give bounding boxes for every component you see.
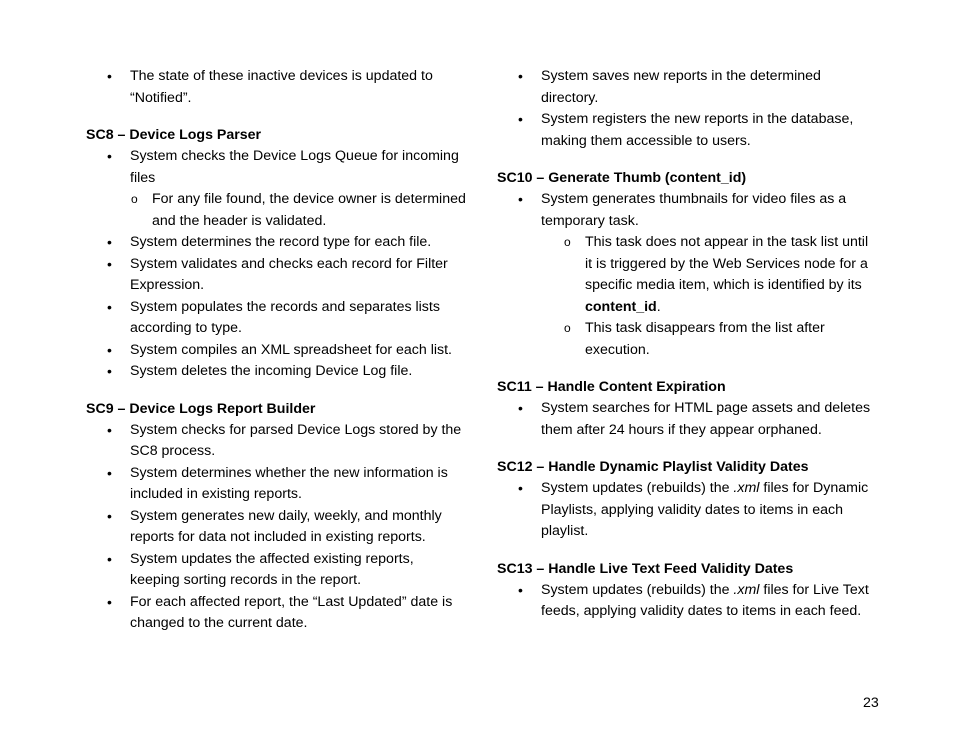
list-item-text: System updates (rebuilds) the [541, 581, 734, 598]
list-item [497, 189, 877, 361]
xml-term: .xml [733, 581, 760, 598]
sc8-sublist [130, 189, 466, 232]
section-title-sc12: SC12 – Handle Dynamic Playlist Validity Dates [497, 459, 809, 475]
intro-list [86, 66, 466, 109]
continued-list [497, 66, 877, 152]
sc10-sublist [563, 232, 877, 361]
list-item [497, 478, 877, 543]
list-item: • System updates the affected existing reports, keeping sorting records in the report. [86, 549, 466, 592]
sc13-list [497, 580, 877, 623]
sub-list-item [563, 232, 877, 318]
sub-item-text-end: . [656, 298, 661, 315]
section-title-sc8: SC8 – Device Logs Parser [86, 127, 262, 143]
sub-item-text: This task does not appear in the task list until it is triggered by the Web Services node for a specific media item, which is identified by its [585, 234, 869, 293]
sub-list-item: o This task disappears from the list after execution. [563, 318, 877, 361]
list-item-text: System updates (rebuilds) the [541, 480, 734, 496]
list-item: • System validates and checks each record for Filter Expression. [86, 254, 466, 297]
list-item: • System searches for HTML page assets and deletes them after 24 hours if they appear orphaned. [497, 398, 877, 441]
list-item [86, 146, 466, 232]
sc12-list [497, 478, 877, 543]
list-item: • System checks for parsed Device Logs stored by the SC8 process. [86, 420, 466, 463]
list-item-text: System generates thumbnails for video files as a temporary task. [541, 191, 847, 229]
list-item: • System populates the records and separates lists according to type. [86, 297, 466, 340]
list-item: • System saves new reports in the determined directory. [497, 66, 877, 109]
sc9-list [86, 420, 466, 635]
xml-term: .xml [733, 480, 760, 496]
list-item: • System deletes the incoming Device Log file. [86, 361, 466, 383]
list-item: • For each affected report, the “Last Updated” date is changed to the current date. [86, 592, 466, 635]
list-item-text-end: files for Live Text feeds, applying validity dates to items in each feed. [541, 581, 869, 619]
list-item: • System registers the new reports in the database, making them accessible to users. [497, 109, 877, 152]
section-title-sc9: SC9 – Device Logs Report Builder [86, 400, 316, 417]
list-item: • System determines whether the new information is included in existing reports. [86, 463, 466, 506]
page-number: 23 [863, 695, 879, 711]
section-title-sc13: SC13 – Handle Live Text Feed Validity Dates [497, 560, 794, 577]
list-item: • System generates new daily, weekly, and monthly reports for data not included in existing reports. [86, 506, 466, 549]
section-title-sc10: SC10 – Generate Thumb (content_id) [497, 170, 747, 186]
content-id-term: content_id [585, 298, 657, 315]
sc8-list [86, 146, 466, 383]
sc10-list [497, 189, 877, 361]
list-item-text-end: files for Dynamic Playlists, applying validity dates to items in each playlist. [541, 480, 869, 539]
sc11-list [497, 398, 877, 441]
list-item: • System compiles an XML spreadsheet for each list. [86, 340, 466, 362]
left-column [86, 66, 466, 635]
list-item-text: System checks the Device Logs Queue for incoming files [130, 148, 459, 186]
list-item: • The state of these inactive devices is updated to “Notified”. [86, 66, 466, 109]
list-item: • System determines the record type for each file. [86, 232, 466, 254]
right-column [497, 66, 877, 623]
list-item [497, 580, 877, 623]
section-title-sc11: SC11 – Handle Content Expiration [497, 379, 726, 395]
sub-list-item: o For any file found, the device owner is determined and the header is validated. [130, 189, 466, 232]
